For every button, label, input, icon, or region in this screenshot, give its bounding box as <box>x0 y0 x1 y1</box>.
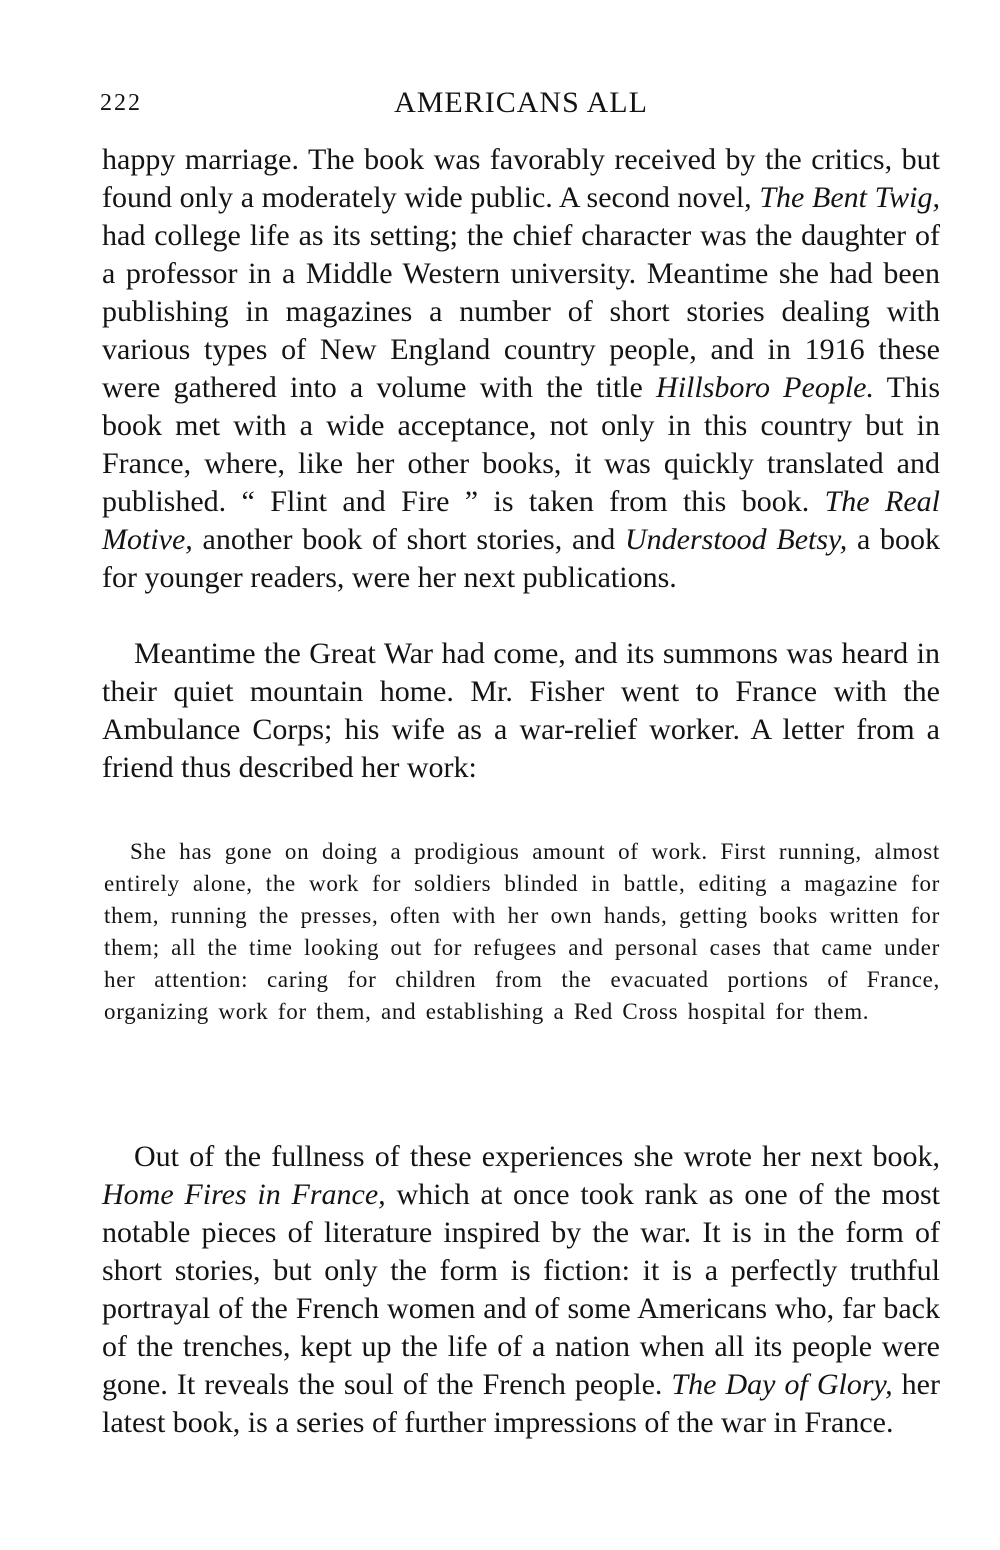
paragraph-text: a book for younger readers, were her next publications. <box>102 523 940 594</box>
book-title-the-real-motive: The Real Motive, <box>102 485 940 556</box>
paragraph-text: another book of short stories, and <box>192 523 625 556</box>
running-title: AMERICANS ALL <box>394 86 648 119</box>
running-header <box>100 86 942 126</box>
book-title-understood-betsy: Understood Betsy, <box>625 523 848 556</box>
paragraph-text: her latest book, is a series of further impressions of the war in France. <box>102 1368 940 1439</box>
paragraph-novels <box>102 141 940 597</box>
book-title-home-fires-in-france: Home Fires in France, <box>102 1178 386 1211</box>
block-quote-letter: She has gone on doing a prodigious amount of work. First running, almost entirely alone, the work for soldiers blinded in battle, editing a magazine for them, running the presses, often with her own hands, getting books written for them; all the time looking out for refugees and personal cases that came under her attention: caring for children from the evacuated portions of France, organizing work for them, and establishing a Red Cross hospital for them. <box>104 839 940 1024</box>
book-title-the-day-of-glory: The Day of Glory, <box>671 1368 893 1401</box>
page-number: 222 <box>100 90 142 116</box>
paragraph-text: Out of the fullness of these experiences she wrote her next book, <box>134 1140 940 1173</box>
paragraph-text: happy marriage. The book was favorably received by the critics, but found only a moderately wide public. A second novel, <box>102 143 940 214</box>
paragraph-text: had college life as its setting; the chief character was the daughter of a professor in a Middle Western university. Meantime she had been publishing in magazines a number of short stories dealing with various types of New England country people, and in 1916 these were gathered into a volume with the title <box>102 219 940 404</box>
paragraph-text: This book met with a wide acceptance, not only in this country but in France, where, like her other books, it was quickly translated and published. “ Flint and Fire ” is taken from this book. <box>102 371 941 518</box>
paragraph-great-war: Meantime the Great War had come, and its summons was heard in their quiet mountain home. Mr. Fisher went to France with the Ambulance Corps; his wife as a war-relief worker. A letter from a friend thus described her work: <box>102 637 940 784</box>
book-title-the-bent-twig: The Bent Twig, <box>759 181 940 214</box>
paragraph-text: which at once took rank as one of the most notable pieces of literature inspired by the war. It is in the form of short stories, but only the form is fiction: it is a perfectly truthful portrayal of the French women and of some Americans who, far back of the trenches, kept up the life of a nation when all its people were gone. It reveals the soul of the French people. <box>102 1178 941 1401</box>
book-title-hillsboro-people: Hillsboro People. <box>656 371 874 404</box>
paragraph-home-fires <box>102 1138 940 1442</box>
